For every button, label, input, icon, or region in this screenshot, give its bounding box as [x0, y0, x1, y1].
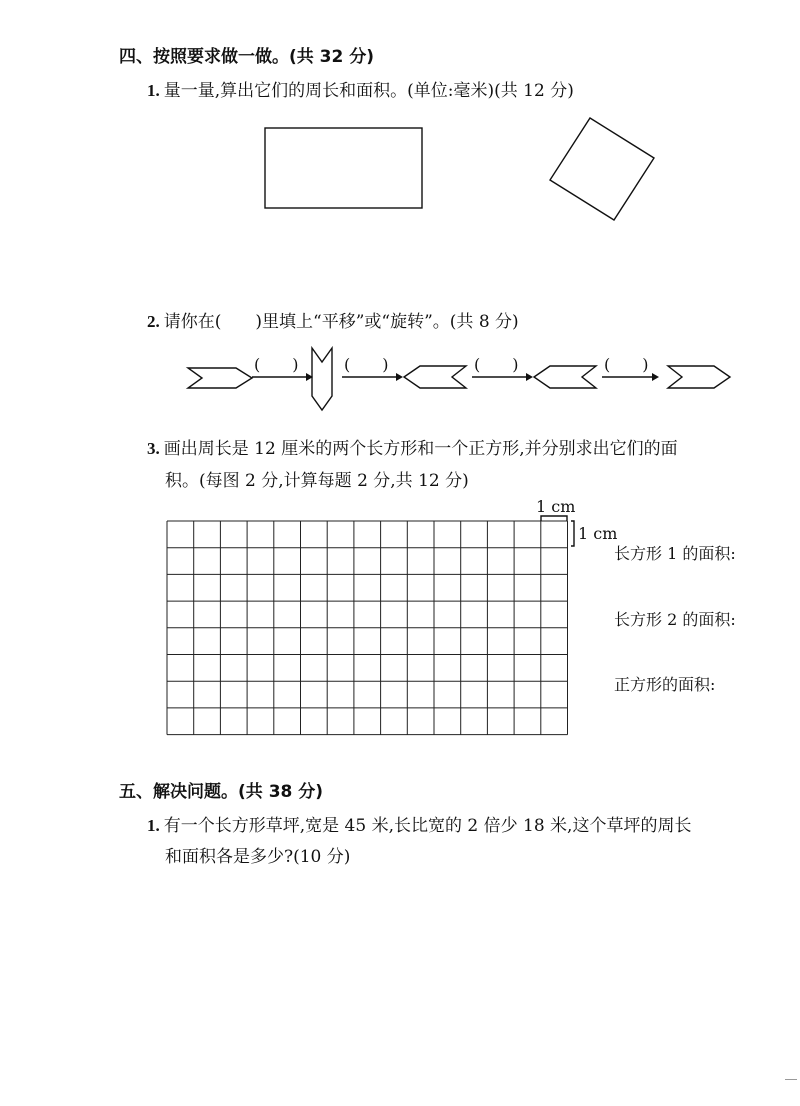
section-5-title: 五、解决问题。(共 38 分) [119, 782, 324, 802]
section-4-title: 四、按照要求做一做。(共 32 分) [119, 47, 375, 67]
chevron-shape-5 [668, 366, 730, 388]
page-edge-mark [785, 1079, 797, 1080]
question-number: 3. [147, 439, 160, 458]
unit-height-label: 1 cm [578, 524, 618, 543]
answer-blank-4[interactable]: ( ) [604, 355, 649, 374]
question-number: 2. [147, 312, 160, 331]
arrow-3-head [526, 373, 533, 381]
answer-blank-2[interactable]: ( ) [344, 355, 389, 374]
unit-width-bracket [541, 516, 567, 521]
question-2 [147, 307, 519, 332]
question-3-line-2: 积。(每图 2 分,计算每题 2 分,共 12 分) [165, 471, 469, 491]
arrow-2-head [396, 373, 403, 381]
chevron-shape-1 [188, 368, 252, 388]
measure-square [550, 118, 654, 220]
problem-1-line-1 [147, 811, 691, 836]
chevron-shape-2 [312, 348, 332, 410]
answer-blank-1[interactable]: ( ) [254, 355, 299, 374]
chevron-shape-3 [404, 366, 466, 388]
problem-1-line-2: 和面积各是多少?(10 分) [165, 847, 351, 867]
measure-rectangle [265, 128, 422, 208]
question-number: 1. [147, 816, 160, 835]
unit-height-bracket [571, 521, 574, 546]
answer-rectangle-2: 长方形 2 的面积: [614, 610, 736, 629]
question-text: 请你在( )里填上“平移”或“旋转”。(共 8 分) [163, 312, 519, 332]
drawing-grid[interactable] [167, 521, 568, 735]
answer-square: 正方形的面积: [614, 675, 716, 694]
question-text: 量一量,算出它们的周长和面积。(单位:毫米)(共 12 分) [163, 81, 574, 101]
question-text: 有一个长方形草坪,宽是 45 米,长比宽的 2 倍少 18 米,这个草坪的周长 [163, 816, 692, 836]
chevron-shape-4 [534, 366, 596, 388]
question-3-line-1 [147, 434, 678, 459]
question-text: 画出周长是 12 厘米的两个长方形和一个正方形,并分别求出它们的面 [163, 439, 678, 459]
unit-width-label: 1 cm [536, 497, 576, 516]
question-number: 1. [147, 81, 160, 100]
arrow-4-head [652, 373, 659, 381]
answer-blank-3[interactable]: ( ) [474, 355, 519, 374]
answer-rectangle-1: 长方形 1 的面积: [614, 544, 736, 563]
